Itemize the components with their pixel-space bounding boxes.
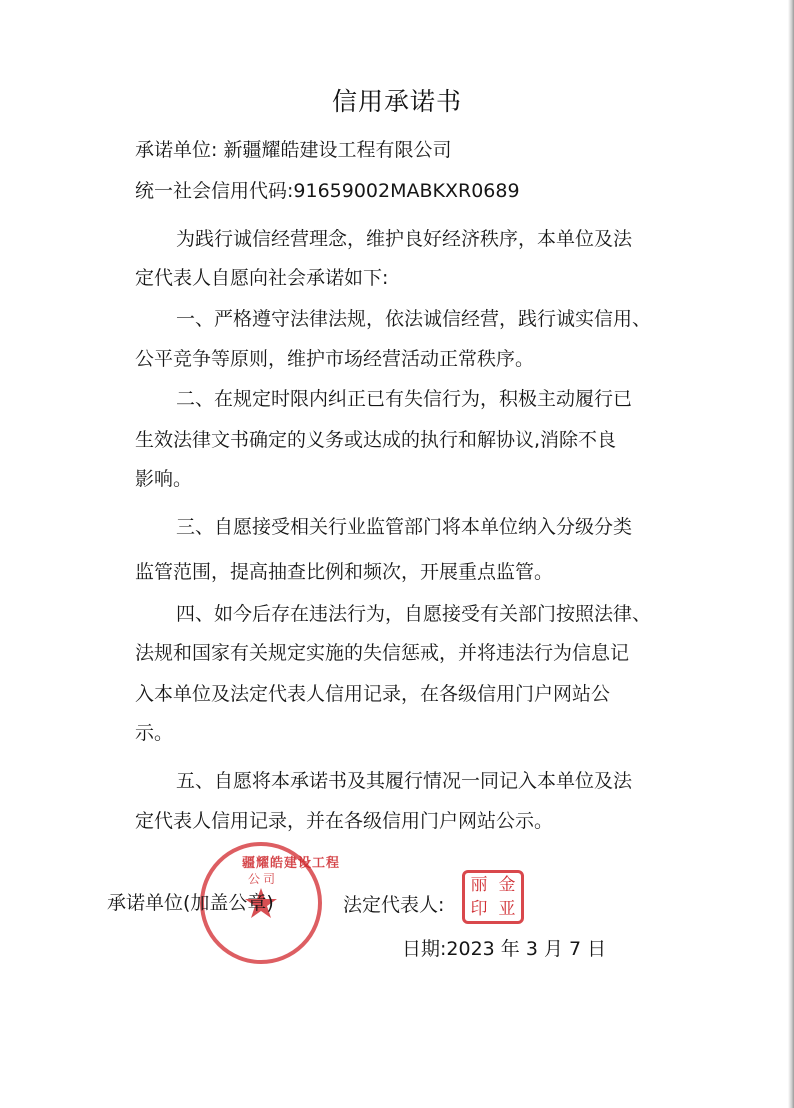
intro-line-1: 为践行诚信经营理念，维护良好经济秩序，本单位及法	[176, 228, 633, 250]
item1-line-2: 公平竞争等原则，维护市场经营活动正常秩序。	[135, 348, 535, 370]
item2-line-3: 影响。	[135, 468, 193, 490]
stamp-arc-text: 疆耀皓建设工程	[242, 856, 341, 871]
credit-code-line: 统一社会信用代码:91659002MABKXR0689	[135, 180, 520, 202]
legal-rep-seal	[462, 870, 524, 924]
item4-line-1: 四、如今后存在违法行为，自愿接受有关部门按照法律、	[176, 603, 652, 625]
seal-char: 印	[470, 898, 488, 919]
item2-line-2: 生效法律文书确定的义务或达成的执行和解协议,消除不良	[135, 429, 617, 451]
item3-line-2: 监管范围，提高抽查比例和频次，开展重点监管。	[135, 561, 554, 583]
item4-line-2: 法规和国家有关规定实施的失信惩戒，并将违法行为信息记	[135, 642, 630, 664]
item1-line-1: 一、严格遵守法律法规，依法诚信经营，践行诚实信用、	[176, 308, 652, 330]
item5-line-2: 定代表人信用记录，并在各级信用门户网站公示。	[135, 810, 554, 832]
seal-char: 金	[498, 874, 516, 895]
item4-line-3: 入本单位及法定代表人信用记录，在各级信用门户网站公	[135, 683, 611, 705]
seal-char: 丽	[470, 874, 488, 895]
document-title: 信用承诺书	[331, 87, 462, 116]
date-line: 日期:2023 年 3 月 7 日	[402, 938, 607, 960]
promising-unit-line: 承诺单位: 新疆耀皓建设工程有限公司	[135, 139, 452, 161]
item3-line-1: 三、自愿接受相关行业监管部门将本单位纳入分级分类	[176, 516, 633, 538]
legal-rep-label: 法定代表人:	[343, 894, 445, 916]
item5-line-1: 五、自愿将本承诺书及其履行情况一同记入本单位及法	[176, 770, 633, 792]
seal-char: 亚	[498, 898, 516, 919]
item2-line-1: 二、在规定时限内纠正已有失信行为，积极主动履行已	[176, 388, 633, 410]
page-edge-shadow	[788, 0, 794, 1108]
unit-seal-label: 承诺单位(加盖公章)	[107, 892, 274, 914]
item4-line-4: 示。	[135, 722, 174, 744]
intro-line-2: 定代表人自愿向社会承诺如下:	[135, 267, 389, 289]
stamp-inner-text: 公司	[248, 872, 279, 886]
